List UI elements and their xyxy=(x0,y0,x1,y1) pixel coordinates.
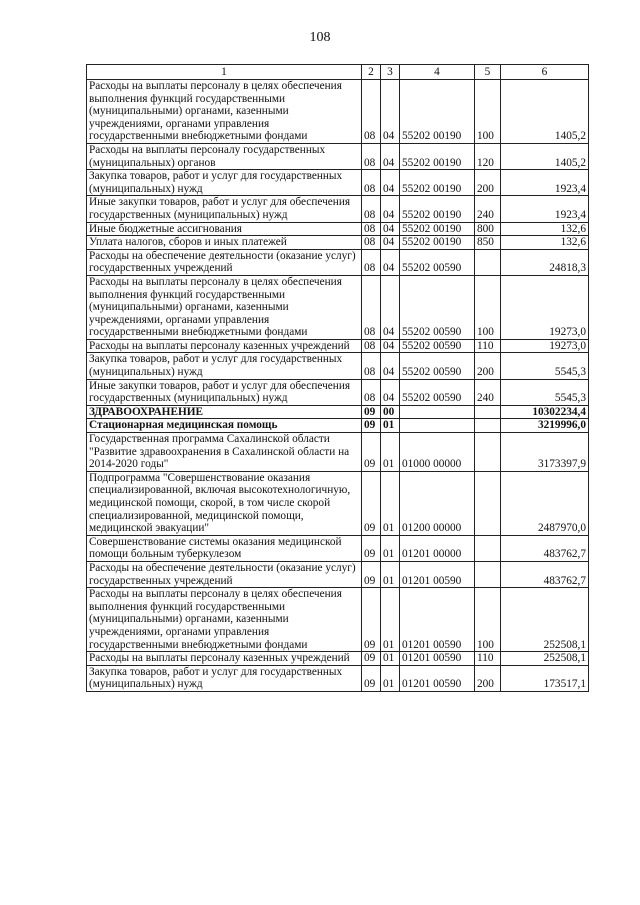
row-section: 09 xyxy=(362,665,381,691)
row-target-article: 55202 00190 xyxy=(400,196,475,222)
row-expense-type: 240 xyxy=(475,379,501,405)
row-subsection: 01 xyxy=(381,535,400,561)
row-subsection: 04 xyxy=(381,249,400,275)
row-subsection: 04 xyxy=(381,222,400,236)
row-name: ЗДРАВООХРАНЕНИЕ xyxy=(87,405,362,419)
row-subsection: 01 xyxy=(381,665,400,691)
row-target-article: 55202 00590 xyxy=(400,275,475,339)
row-section: 09 xyxy=(362,405,381,419)
row-name: Закупка товаров, работ и услуг для государственных (муниципальных) нужд xyxy=(87,170,362,196)
row-target-article: 55202 00590 xyxy=(400,379,475,405)
row-name: Расходы на выплаты персоналу казенных учреждений xyxy=(87,652,362,666)
table-row xyxy=(87,275,589,339)
table-row xyxy=(87,196,589,222)
row-target-article: 55202 00590 xyxy=(400,353,475,379)
table-row xyxy=(87,379,589,405)
table-row xyxy=(87,588,589,652)
table-row xyxy=(87,339,589,353)
row-subsection: 04 xyxy=(381,275,400,339)
row-subsection: 01 xyxy=(381,471,400,535)
row-subsection: 04 xyxy=(381,379,400,405)
row-name: Иные закупки товаров, работ и услуг для обеспечения государственных (муниципальных) нужд xyxy=(87,196,362,222)
row-section: 08 xyxy=(362,170,381,196)
table-row xyxy=(87,561,589,587)
row-subsection: 00 xyxy=(381,405,400,419)
row-amount: 1405,2 xyxy=(501,143,589,169)
table-row xyxy=(87,80,589,144)
row-section: 08 xyxy=(362,379,381,405)
table-row xyxy=(87,249,589,275)
row-target-article: 55202 00590 xyxy=(400,339,475,353)
row-name: Расходы на выплаты персоналу в целях обеспечения выполнения функций государственными (муниципальными) органами, казенными учреждениями, органами управления государственными внебюджетными фондами xyxy=(87,588,362,652)
row-target-article: 55202 00190 xyxy=(400,236,475,250)
row-amount: 24818,3 xyxy=(501,249,589,275)
row-section: 08 xyxy=(362,236,381,250)
row-amount: 19273,0 xyxy=(501,275,589,339)
table-row xyxy=(87,433,589,472)
row-section: 08 xyxy=(362,353,381,379)
row-expense-type: 100 xyxy=(475,80,501,144)
row-subsection: 04 xyxy=(381,196,400,222)
row-name: Уплата налогов, сборов и иных платежей xyxy=(87,236,362,250)
row-target-article: 55202 00190 xyxy=(400,170,475,196)
row-expense-type: 110 xyxy=(475,652,501,666)
row-expense-type: 850 xyxy=(475,236,501,250)
row-amount: 252508,1 xyxy=(501,588,589,652)
table-row xyxy=(87,471,589,535)
row-subsection: 04 xyxy=(381,339,400,353)
row-expense-type xyxy=(475,249,501,275)
row-name: Расходы на выплаты персоналу в целях обеспечения выполнения функций государственными (муниципальными) органами, казенными учреждениями, органами управления государственными внебюджетными фондами xyxy=(87,275,362,339)
row-target-article: 01201 00000 xyxy=(400,535,475,561)
row-amount: 132,6 xyxy=(501,222,589,236)
row-amount: 19273,0 xyxy=(501,339,589,353)
row-name: Закупка товаров, работ и услуг для государственных (муниципальных) нужд xyxy=(87,353,362,379)
row-amount: 252508,1 xyxy=(501,652,589,666)
col-header-amount: 6 xyxy=(501,65,589,80)
row-target-article: 01201 00590 xyxy=(400,561,475,587)
row-target-article: 01201 00590 xyxy=(400,652,475,666)
row-subsection: 04 xyxy=(381,170,400,196)
table-row xyxy=(87,236,589,250)
row-target-article: 01201 00590 xyxy=(400,665,475,691)
row-expense-type: 100 xyxy=(475,588,501,652)
row-section: 09 xyxy=(362,588,381,652)
row-expense-type xyxy=(475,561,501,587)
row-section: 09 xyxy=(362,652,381,666)
page-number: 108 xyxy=(309,30,331,45)
row-name: Закупка товаров, работ и услуг для государственных (муниципальных) нужд xyxy=(87,665,362,691)
row-expense-type: 120 xyxy=(475,143,501,169)
row-expense-type: 240 xyxy=(475,196,501,222)
row-section: 08 xyxy=(362,222,381,236)
col-header-target-article: 4 xyxy=(400,65,475,80)
row-expense-type: 200 xyxy=(475,170,501,196)
row-section: 09 xyxy=(362,561,381,587)
row-section: 08 xyxy=(362,249,381,275)
row-target-article: 01000 00000 xyxy=(400,433,475,472)
row-expense-type xyxy=(475,471,501,535)
row-target-article: 01201 00590 xyxy=(400,588,475,652)
row-name: Иные закупки товаров, работ и услуг для обеспечения государственных (муниципальных) нужд xyxy=(87,379,362,405)
table-row xyxy=(87,652,589,666)
row-target-article: 55202 00190 xyxy=(400,222,475,236)
row-amount: 1405,2 xyxy=(501,80,589,144)
row-name: Расходы на выплаты персоналу в целях обеспечения выполнения функций государственными (муниципальными) органами, казенными учреждениями, органами управления государственными внебюджетными фондами xyxy=(87,80,362,144)
row-amount: 483762,7 xyxy=(501,535,589,561)
row-target-article: 55202 00590 xyxy=(400,249,475,275)
row-amount: 5545,3 xyxy=(501,353,589,379)
table-row xyxy=(87,419,589,433)
row-section: 09 xyxy=(362,535,381,561)
table-row xyxy=(87,665,589,691)
row-section: 09 xyxy=(362,433,381,472)
row-amount: 1923,4 xyxy=(501,196,589,222)
row-subsection: 01 xyxy=(381,652,400,666)
row-expense-type xyxy=(475,405,501,419)
row-amount: 3173397,9 xyxy=(501,433,589,472)
row-target-article: 55202 00190 xyxy=(400,80,475,144)
row-name: Расходы на обеспечение деятельности (оказание услуг) государственных учреждений xyxy=(87,561,362,587)
row-subsection: 04 xyxy=(381,80,400,144)
header-row xyxy=(87,65,589,80)
row-amount: 3219996,0 xyxy=(501,419,589,433)
col-header-subsection: 3 xyxy=(381,65,400,80)
table-row xyxy=(87,143,589,169)
row-name: Подпрограмма "Совершенствование оказания специализированной, включая высокотехнологичную, медицинской помощи, скорой, в том числе скорой специализированной, медицинской помощи, медицинской эвакуации" xyxy=(87,471,362,535)
row-section: 08 xyxy=(362,80,381,144)
col-header-expense-type: 5 xyxy=(475,65,501,80)
row-subsection: 01 xyxy=(381,433,400,472)
row-subsection: 01 xyxy=(381,561,400,587)
row-section: 08 xyxy=(362,143,381,169)
row-section: 09 xyxy=(362,471,381,535)
row-amount: 5545,3 xyxy=(501,379,589,405)
row-expense-type: 200 xyxy=(475,353,501,379)
row-subsection: 01 xyxy=(381,588,400,652)
row-subsection: 04 xyxy=(381,353,400,379)
row-expense-type: 200 xyxy=(475,665,501,691)
col-header-name: 1 xyxy=(87,65,362,80)
budget-table xyxy=(86,64,589,692)
row-expense-type xyxy=(475,433,501,472)
row-target-article: 01200 00000 xyxy=(400,471,475,535)
row-section: 08 xyxy=(362,339,381,353)
table-row xyxy=(87,535,589,561)
row-expense-type xyxy=(475,535,501,561)
row-name: Расходы на выплаты персоналу казенных учреждений xyxy=(87,339,362,353)
row-name: Расходы на обеспечение деятельности (оказание услуг) государственных учреждений xyxy=(87,249,362,275)
row-subsection: 04 xyxy=(381,236,400,250)
row-name: Иные бюджетные ассигнования xyxy=(87,222,362,236)
row-expense-type: 800 xyxy=(475,222,501,236)
row-target-article xyxy=(400,405,475,419)
row-amount: 483762,7 xyxy=(501,561,589,587)
row-amount: 132,6 xyxy=(501,236,589,250)
row-name: Расходы на выплаты персоналу государственных (муниципальных) органов xyxy=(87,143,362,169)
row-amount: 10302234,4 xyxy=(501,405,589,419)
row-expense-type: 100 xyxy=(475,275,501,339)
row-name: Государственная программа Сахалинской области "Развитие здравоохранения в Сахалинской области на 2014-2020 годы" xyxy=(87,433,362,472)
row-subsection: 01 xyxy=(381,419,400,433)
table-row xyxy=(87,353,589,379)
table-row xyxy=(87,222,589,236)
row-target-article: 55202 00190 xyxy=(400,143,475,169)
row-section: 09 xyxy=(362,419,381,433)
row-section: 08 xyxy=(362,275,381,339)
row-expense-type xyxy=(475,419,501,433)
row-expense-type: 110 xyxy=(475,339,501,353)
col-header-section: 2 xyxy=(362,65,381,80)
row-amount: 1923,4 xyxy=(501,170,589,196)
table-row xyxy=(87,170,589,196)
row-name: Совершенствование системы оказания медицинской помощи больным туберкулезом xyxy=(87,535,362,561)
row-amount: 2487970,0 xyxy=(501,471,589,535)
row-name: Стационарная медицинская помощь xyxy=(87,419,362,433)
row-section: 08 xyxy=(362,196,381,222)
row-amount: 173517,1 xyxy=(501,665,589,691)
row-subsection: 04 xyxy=(381,143,400,169)
row-target-article xyxy=(400,419,475,433)
table-row xyxy=(87,405,589,419)
